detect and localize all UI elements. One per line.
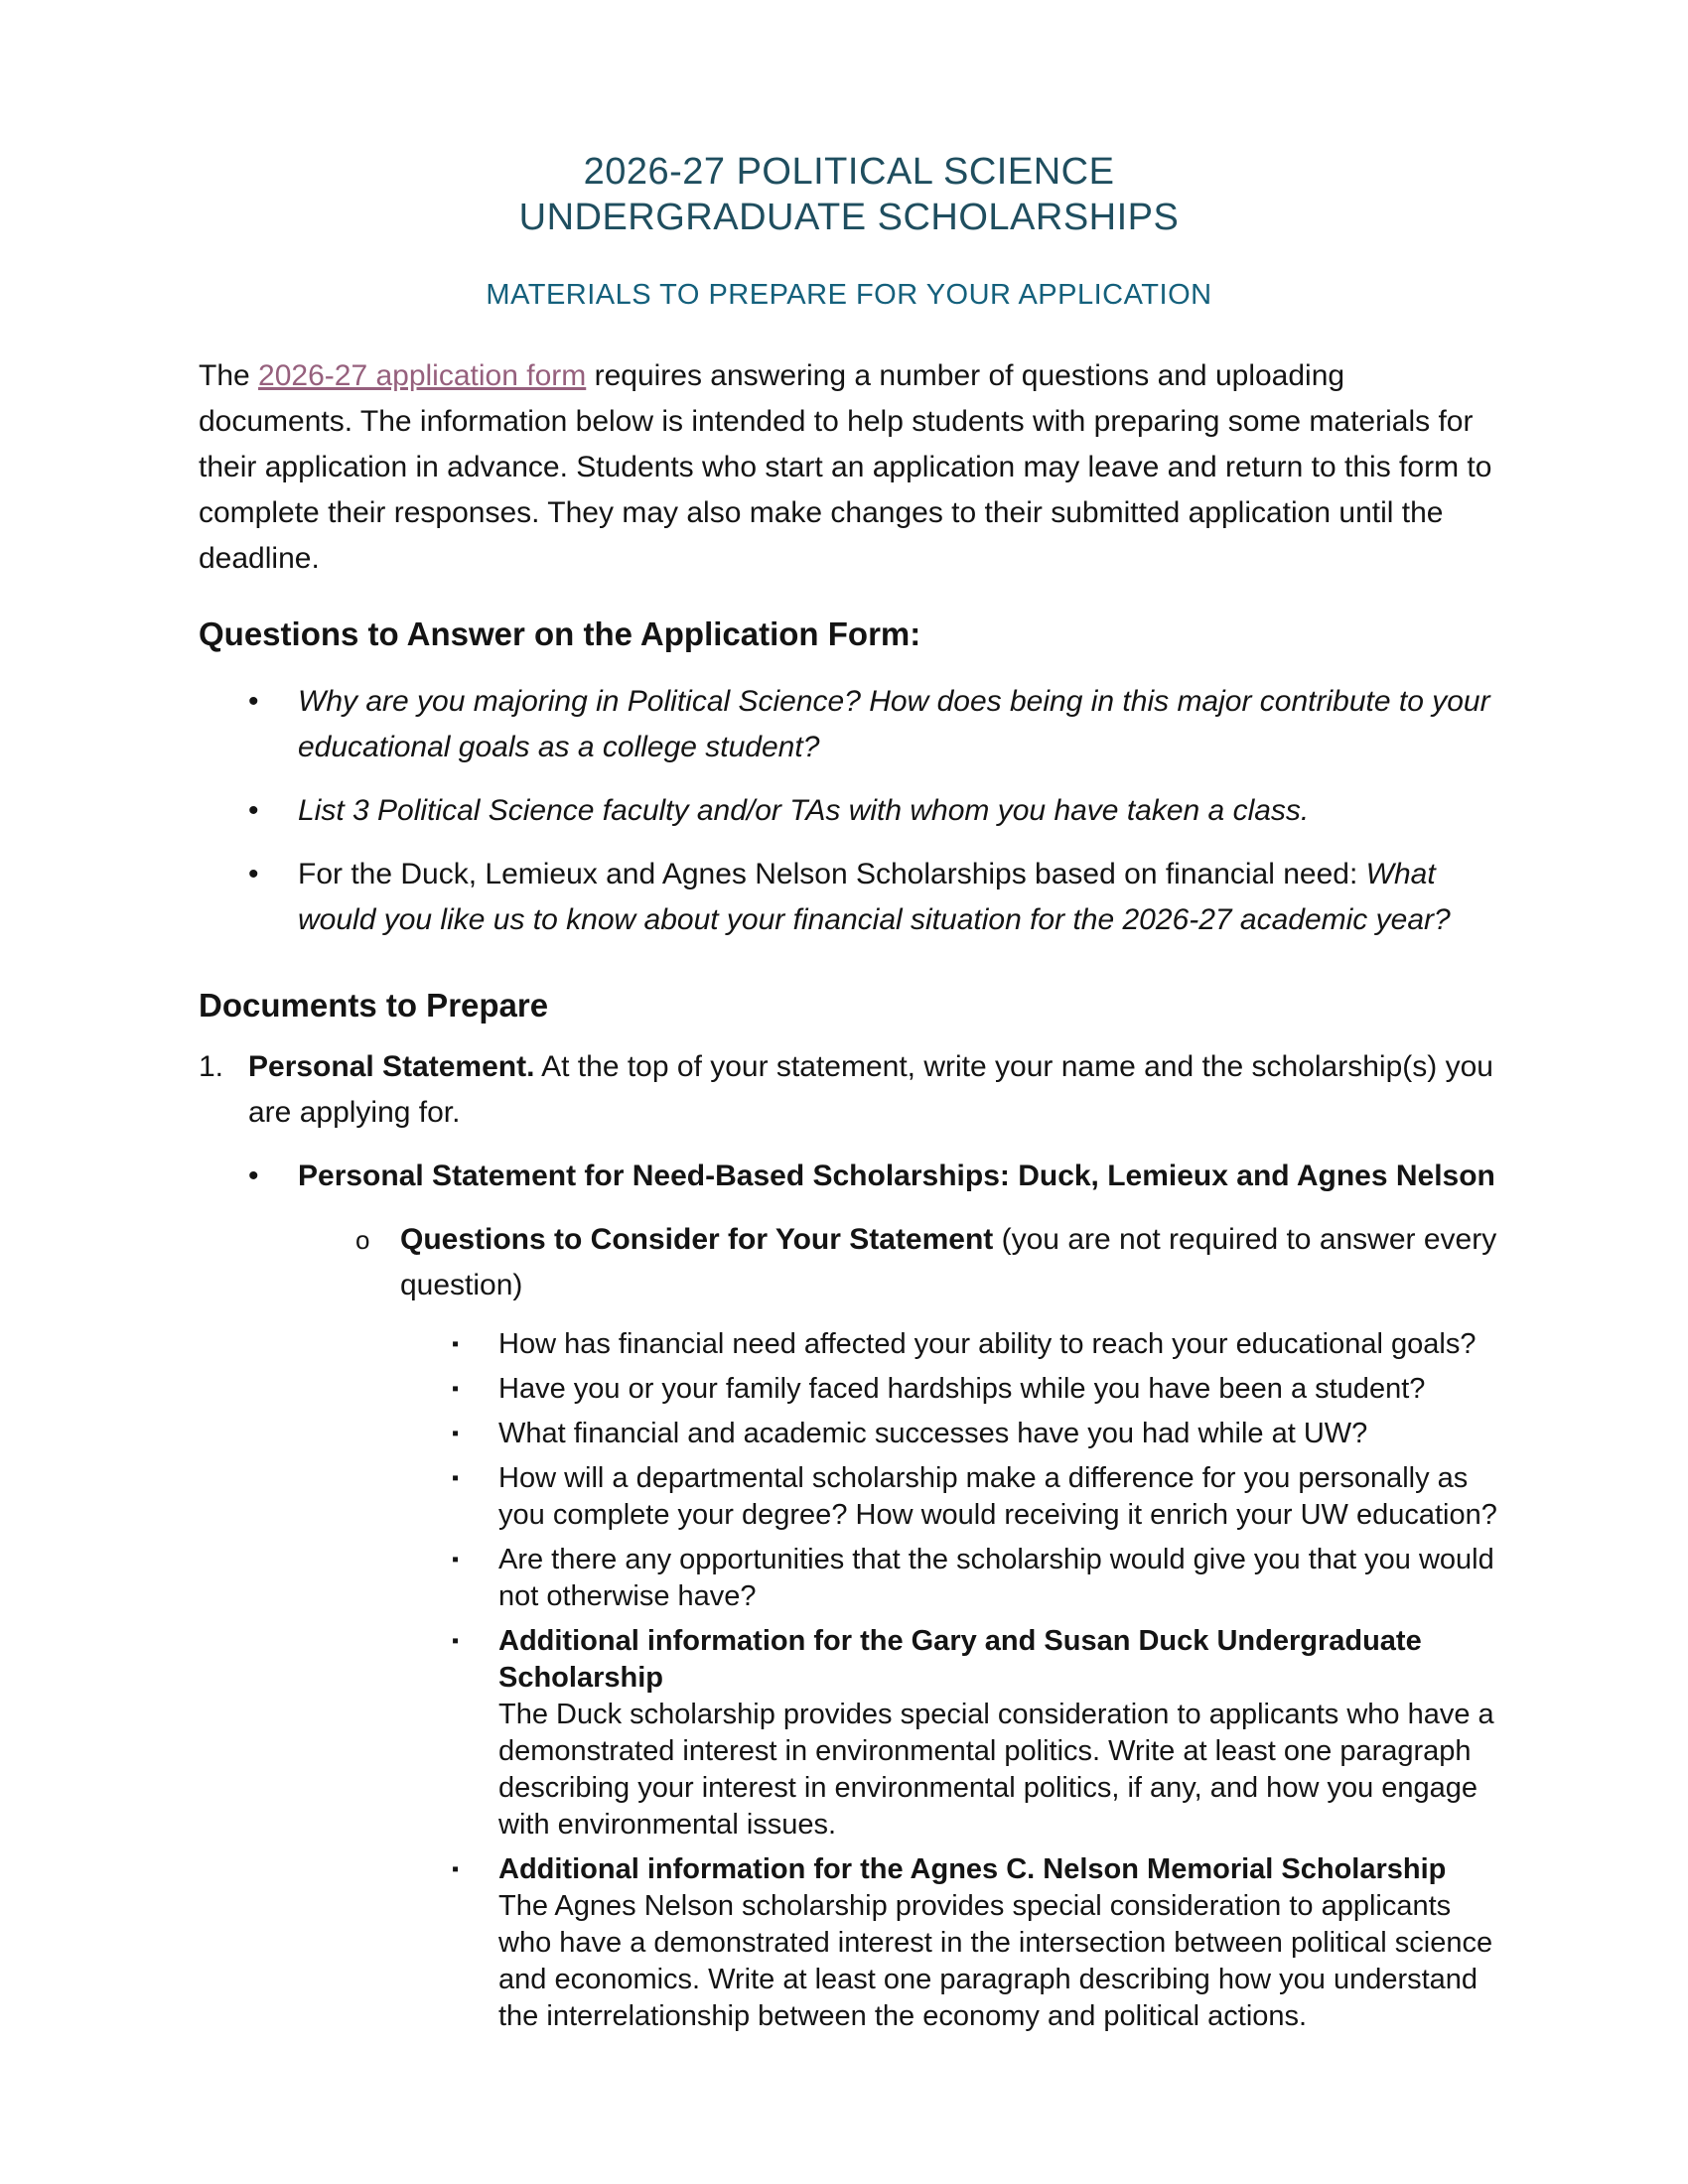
- section-heading-documents: Documents to Prepare: [199, 987, 549, 1024]
- bullet-icon: •: [248, 794, 259, 827]
- square-bullet-icon: ▪: [452, 1467, 460, 1489]
- question-bullet-item: [248, 788, 1499, 834]
- consider-question-text: How has financial need affected your ability to reach your educational goals?: [498, 1328, 1477, 1360]
- question-bullet-item: [248, 679, 1499, 770]
- intro-paragraph: [199, 353, 1499, 582]
- page-title: [199, 149, 1499, 240]
- additional-info-item-nelson: [452, 1851, 1499, 2035]
- consider-questions-list: [199, 1326, 1499, 2035]
- consider-question-text: How will a departmental scholarship make a difference for you personally as you complete your degree? How would receiving it enrich your UW education?: [498, 1462, 1497, 1531]
- consider-question-item: [452, 1416, 1499, 1452]
- consider-question-item: [452, 1542, 1499, 1615]
- square-bullet-icon: ▪: [452, 1549, 460, 1570]
- additional-info-content: [498, 1623, 1499, 1843]
- additional-info-body: The Duck scholarship provides special consideration to applicants who have a demonstrated interest in environmental politics. Write at least one paragraph describing your interest in environmental politics, if any, and how you engage with environmental issues.: [498, 1699, 1494, 1841]
- personal-statement-text: At the top of your statement, write your name and the scholarship(s) you are applying for.: [248, 1050, 1493, 1129]
- consider-question-item: [452, 1326, 1499, 1363]
- need-based-heading-text: Personal Statement for Need-Based Scholarships: Duck, Lemieux and Agnes Nelson: [298, 1160, 1495, 1192]
- intro-text-post: requires answering a number of questions and uploading documents. The information below is intended to help students with preparing some materials for their application in advance. Students who start an application may leave and return to this form to complete their responses. They may also make changes to their submitted application until the deadline.: [199, 359, 1492, 575]
- square-bullet-icon: ▪: [452, 1378, 460, 1400]
- circle-bullet-icon: o: [355, 1225, 370, 1255]
- question-bullet-item: [248, 852, 1499, 943]
- question-bullet-text: Why are you majoring in Political Science? How does being in this major contribute to your educational goals as a college student?: [298, 685, 1490, 763]
- questions-to-consider-text: Questions to Consider for Your Statement (you are not required to answer every question): [400, 1223, 1497, 1301]
- bullet-icon: •: [248, 685, 259, 718]
- additional-info-body: The Agnes Nelson scholarship provides special consideration to applicants who have a demonstrated interest in the intersection between political science and economics. Write at least one paragraph describing how you understand the interrelationship between the economy and political actions.: [498, 1890, 1493, 2032]
- square-bullet-icon: ▪: [452, 1630, 460, 1652]
- square-bullet-icon: ▪: [452, 1423, 460, 1444]
- need-based-heading-item: [248, 1154, 1499, 1199]
- page-title-line-1: 2026-27 POLITICAL SCIENCE: [583, 151, 1115, 193]
- question-bullet-text: List 3 Political Science faculty and/or TAs with whom you have taken a class.: [298, 794, 1310, 827]
- square-bullet-icon: ▪: [452, 1858, 460, 1880]
- page-title-line-2: UNDERGRADUATE SCHOLARSHIPS: [518, 197, 1180, 238]
- questions-bullet-list: [199, 679, 1499, 943]
- item-number: 1.: [199, 1050, 224, 1083]
- consider-question-text: Are there any opportunities that the scholarship would give you that you would not otherwise have?: [498, 1544, 1494, 1612]
- consider-question-text: Have you or your family faced hardships while you have been a student?: [498, 1373, 1426, 1405]
- bullet-icon: •: [248, 858, 259, 890]
- additional-info-item-duck: [452, 1623, 1499, 1843]
- bullet-icon: •: [248, 1160, 259, 1192]
- numbered-item-personal-statement: [199, 1044, 1499, 1136]
- consider-question-text: What financial and academic successes have you had while at UW?: [498, 1418, 1368, 1449]
- square-bullet-icon: ▪: [452, 1333, 460, 1355]
- consider-question-item: [452, 1460, 1499, 1534]
- section-heading-questions: Questions to Answer on the Application Form:: [199, 615, 921, 652]
- question-bullet-text: For the Duck, Lemieux and Agnes Nelson Scholarships based on financial need: What would you like us to know about your financial situation for the 2026-27 academic year?: [298, 858, 1451, 936]
- page-subtitle: MATERIALS TO PREPARE FOR YOUR APPLICATION: [486, 279, 1212, 311]
- additional-info-heading: Additional information for the Agnes C. Nelson Memorial Scholarship: [498, 1853, 1447, 1885]
- additional-info-content: [498, 1851, 1499, 2035]
- application-form-link[interactable]: 2026-27 application form: [258, 359, 587, 392]
- intro-text-pre: The: [199, 359, 259, 392]
- numbered-item-text: [248, 1044, 1499, 1136]
- personal-statement-title: Personal Statement.: [248, 1050, 535, 1083]
- additional-info-heading: Additional information for the Gary and Susan Duck Undergraduate Scholarship: [498, 1625, 1422, 1694]
- consider-question-item: [452, 1371, 1499, 1408]
- questions-to-consider-item: [355, 1217, 1499, 1308]
